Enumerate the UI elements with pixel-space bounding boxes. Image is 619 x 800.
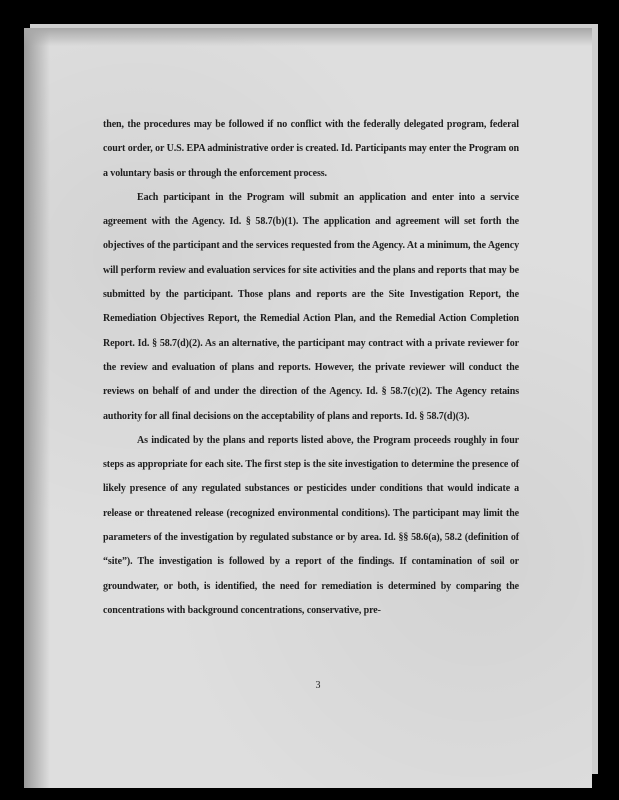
paragraph-continuation: then, the procedures may be followed if no conflict with the federally delegated program, federal court order, or U.S. EPA administrative order is created. Id. Participants may enter the Program on a voluntary basis or through the enforcement process. — [103, 119, 519, 179]
body-text — [103, 113, 519, 623]
paragraph-program-steps: As indicated by the plans and reports listed above, the Program proceeds roughly in four steps as appropriate for each site. The first step is the site investigation to determine the presence of likely presence of any regulated substances or pesticides under conditions that would indicate a release or threatened release (recognized environmental conditions). The participant may limit the parameters of the investigation by regulated substance or by area. Id. §§ 58.6(a), 58.2 (definition of “site”). The investigation is followed by a report of the findings. If contamination of soil or groundwater, or both, is identified, the need for remediation is determined by comparing the concentrations with background concentrations, conservative, pre- — [103, 434, 519, 616]
left-edge-shadow — [24, 28, 50, 788]
paragraph-service-agreement: Each participant in the Program will submit an application and enter into a service agreement with the Agency. Id. § 58.7(b)(1). The application and agreement will set forth the objectives of the participant and the services requested from the Agency. At a minimum, the Agency will perform review and evaluation services for site activities and the plans and reports that may be submitted by the participant. Those plans and reports are the Site Investigation Report, the Remediation Objectives Report, the Remedial Action Plan, and the Remedial Action Completion Report. Id. § 58.7(d)(2). As an alternative, the participant may contract with a private reviewer for the review and evaluation of plans and reports. However, the private reviewer will conduct the reviews on behalf of and under the direction of the Agency. Id. § 58.7(c)(2). The Agency retains authority for all final decisions on the acceptability of plans and reports. Id. § 58.7(d)(3). — [103, 191, 519, 422]
document-page — [24, 28, 592, 788]
top-edge-shadow — [24, 28, 592, 46]
page-number: 3 — [315, 680, 321, 691]
